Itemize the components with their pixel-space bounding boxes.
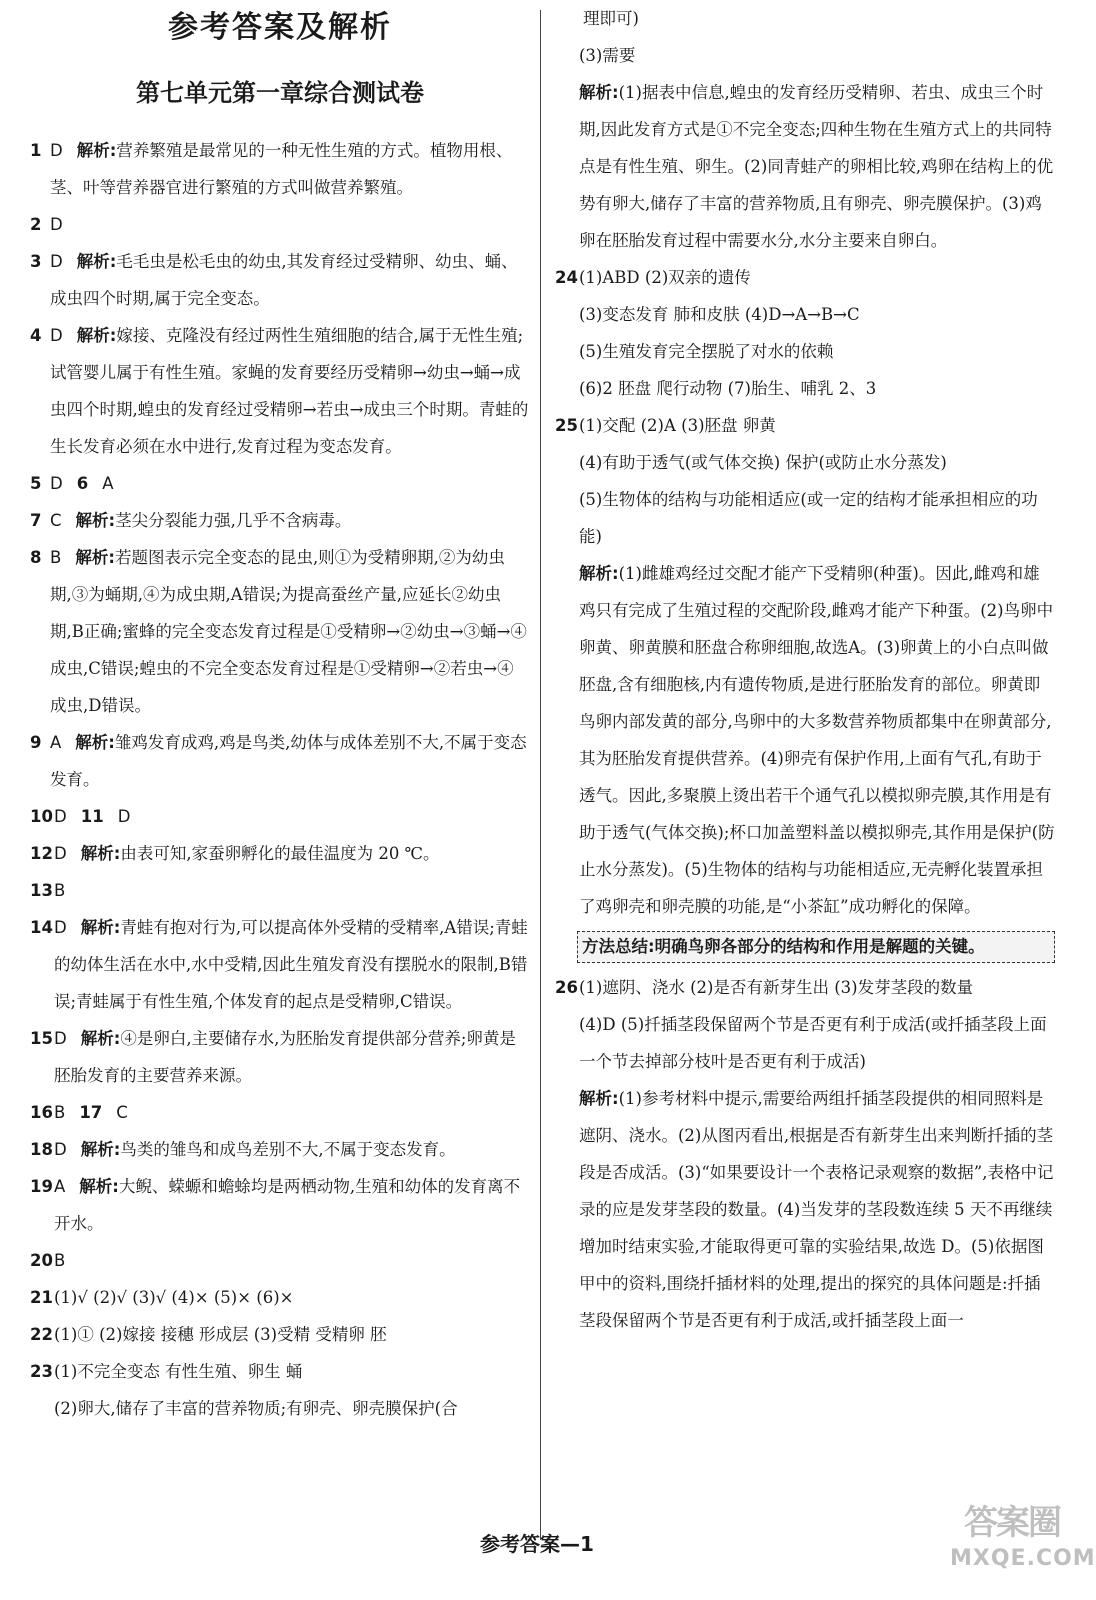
item-number: 4: [30, 326, 42, 345]
item-number: 24: [555, 268, 578, 287]
answer-item: [30, 872, 530, 909]
analysis-text: 营养繁殖是最常见的一种无性生殖的方式。植物用根、茎、叶等营养器官进行繁殖的方式叫做营养繁殖。: [50, 141, 513, 197]
answer-item: [30, 1168, 530, 1242]
analysis-text: 若题图表示完全变态的昆虫,则①为受精卵期,②为幼虫期,③为蛹期,④为成虫期,A错误;为提高蚕丝产量,应延长②幼虫期,B正确;蜜蜂的完全变态发育过程是①受精卵→②幼虫→③蛹→④成虫,C错误;蝗虫的不完全变态发育过程是①受精卵→②若虫→④成虫,D错误。: [50, 548, 527, 715]
analysis-text: ④是卵白,主要储存水,为胚胎发育提供部分营养;卵黄是胚胎发育的主要营养来源。: [54, 1029, 516, 1085]
answer-text: (1)遮阴、浇水 (2)是否有新芽生出 (3)发芽茎段的数量: [579, 978, 974, 997]
item-number: 15: [30, 1029, 53, 1048]
answer-text: (3)变态发育 肺和皮肤 (4)D→A→B→C: [579, 305, 860, 324]
analysis-text: 青蛙有抱对行为,可以提高体外受精的受精率,A错误;青蛙的幼体生活在水中,水中受精,因此生殖发育没有摆脱水的限制,B错误;青蛙属于有性生殖,个体发育的起点是受精卵,C错误。: [54, 918, 528, 1011]
analysis-text: (1)参考材料中提示,需要给两组扦插茎段提供的相同照料是遮阴、浇水。(2)从图丙看出,根据是否有新芽生出来判断扦插的茎段是否成活。(3)“如果要设计一个表格记录观察的数据”,表格中记录的应是发芽茎段的数量。(4)当发芽的茎段数连续 5 天不再继续增加时结束实验,才能取得更可靠的实验结果,故选 D。(5)依据图甲中的资料,围绕扦插材料的处理,提出的探究的具体问题是:扦插茎段保留两个节是否更有利于成活,或扦插茎段上面一: [579, 1089, 1054, 1330]
item-answer: B: [54, 1103, 66, 1122]
answer-item: [30, 243, 530, 317]
item-number: 19: [30, 1177, 53, 1196]
analysis-text: 大鲵、蝾螈和蟾蜍均是两栖动物,生殖和幼体的发育离不开水。: [54, 1177, 521, 1233]
answer-text: (3)需要: [579, 46, 636, 65]
analysis-label: 解析:: [75, 733, 115, 752]
analysis-label: 解析:: [579, 83, 619, 102]
analysis-label: 解析:: [80, 1029, 121, 1048]
analysis-label: 解析:: [75, 548, 115, 567]
item-answer: D: [117, 807, 131, 826]
item-answer: D: [54, 1140, 67, 1159]
item-answer: D: [54, 807, 67, 826]
item-answer: B: [54, 1251, 66, 1270]
answer-item: [555, 969, 1055, 1006]
analysis-label: 解析:: [79, 1177, 119, 1196]
analysis-label: 解析:: [76, 141, 117, 160]
item-number: 1: [30, 141, 42, 160]
analysis-block: [555, 555, 1055, 925]
analysis-block: [555, 74, 1055, 259]
answer-item: [30, 539, 530, 724]
answer-item: [30, 1279, 530, 1316]
answer-item: [30, 317, 530, 465]
item-answer: D: [50, 326, 63, 345]
analysis-label: 解析:: [80, 844, 121, 863]
item-number: 17: [79, 1103, 103, 1122]
item-answer: A: [50, 733, 62, 752]
analysis-text: 嫁接、克隆没有经过两性生殖细胞的结合,属于无性生殖;试管婴儿属于有性生殖。家蝇的发育要经历受精卵→幼虫→蛹→成虫四个时期,蝗虫的发育经过受精卵→若虫→成虫三个时期。青蛙的生长发育必须在水中进行,发育过程为变态发育。: [50, 326, 529, 456]
answer-item: [30, 1242, 530, 1279]
item-answer: B: [54, 881, 66, 900]
item-number: 3: [30, 252, 42, 271]
item-number: 23: [30, 1362, 53, 1381]
page-title: 参考答案及解析: [168, 10, 392, 45]
left-column: [30, 0, 530, 1427]
right-column: [555, 0, 1055, 1339]
item-answer: D: [50, 215, 63, 234]
analysis-label: 解析:: [75, 511, 116, 530]
item-number: 9: [30, 733, 42, 752]
analysis-text: 雏鸡发育成鸡,鸡是鸟类,幼体与成体差别不大,不属于变态发育。: [50, 733, 527, 789]
answer-text: (1)ABD (2)双亲的遗传: [579, 268, 751, 287]
analysis-text: (1)据表中信息,蝗虫的发育经历受精卵、若虫、成虫三个时期,因此发育方式是①不完全变态;四种生物在生殖方式上的共同特点是有性生殖、卵生。(2)同青蛙产的卵相比较,鸡卵在结构上的优势有卵大,储存了丰富的营养物质,且有卵壳、卵壳膜保护。(3)鸡卵在胚胎发育过程中需要水分,水分主要来自卵白。: [579, 83, 1054, 250]
answer-item: [30, 1020, 530, 1094]
answer-text: (1)√ (2)√ (3)√ (4)× (5)× (6)×: [54, 1288, 294, 1307]
answer-text: (6)2 胚盘 爬行动物 (7)胎生、哺乳 2、3: [579, 379, 877, 398]
answer-item: [30, 132, 530, 206]
answer-item: [30, 909, 530, 1020]
method-summary-box: 方法总结:明确鸟卵各部分的结构和作用是解题的关键。: [577, 931, 1055, 963]
item-answer: C: [50, 511, 62, 530]
item-number: 11: [80, 807, 104, 826]
watermark-url: MXQE.COM: [950, 1546, 1096, 1571]
analysis-text: 毛毛虫是松毛虫的幼虫,其发育经过受精卵、幼虫、蛹、成虫四个时期,属于完全变态。: [50, 252, 518, 308]
analysis-label: 解析:: [76, 326, 117, 345]
answer-item: [30, 1316, 530, 1353]
answer-item: [30, 724, 530, 798]
column-divider: [540, 10, 541, 1540]
item-number: 13: [30, 881, 53, 900]
analysis-text: 由表可知,家蚕卵孵化的最佳温度为 20 ℃。: [120, 844, 440, 863]
item-number: 25: [555, 416, 578, 435]
watermark: [950, 1500, 1096, 1590]
item-number: 18: [30, 1140, 53, 1159]
analysis-block: [555, 1080, 1055, 1339]
item-number: 12: [30, 844, 53, 863]
answer-text: (4)D (5)扦插茎段保留两个节是否更有利于成活(或扦插茎段上面一个节去掉部分枝叶是否更有利于成活): [579, 1015, 1047, 1071]
answer-item: [30, 502, 530, 539]
item-answer: D: [50, 252, 63, 271]
answer-text: (5)生殖发育完全摆脱了对水的依赖: [579, 342, 834, 361]
item-answer: A: [54, 1177, 66, 1196]
answer-continuation: (2)卵大,储存了丰富的营养物质;有卵壳、卵壳膜保护(合: [54, 1399, 458, 1418]
answer-item: [30, 1353, 530, 1390]
answer-item: [30, 206, 530, 243]
analysis-text: (1)雌雄鸡经过交配才能产下受精卵(种蛋)。因此,雌鸡和雄鸡只有完成了生殖过程的交配阶段,雌鸡才能产下种蛋。(2)鸟卵中卵黄、卵黄膜和胚盘合称卵细胞,故选A。(3)卵黄上的小白点叫做胚盘,含有细胞核,内有遗传物质,是进行胚胎发育的部位。卵黄即鸟卵内部发黄的部分,鸟卵中的大多数营养物质都集中在卵黄部分,其为胚胎发育提供营养。(4)卵壳有保护作用,上面有气孔,有助于透气。因此,多聚膜上烫出若干个通气孔以模拟卵壳膜,其作用是有助于透气(气体交换);杯口加盖塑料盖以模拟卵壳,其作用是保护(防止水分蒸发)。(5)生物体的结构与功能相适应,无壳孵化装置承担了鸡卵壳和卵壳膜的功能,是“小茶缸”成功孵化的保障。: [579, 564, 1055, 916]
analysis-label: 解析:: [76, 252, 117, 271]
item-answer: A: [102, 474, 114, 493]
item-answer: D: [50, 141, 63, 160]
answer-text: (5)生物体的结构与功能相适应(或一定的结构才能承担相应的功能): [579, 490, 1038, 546]
item-answer: B: [50, 548, 62, 567]
item-answer: C: [116, 1103, 128, 1122]
page-footer: 参考答案—1: [480, 1532, 594, 1556]
analysis-label: 解析:: [80, 918, 121, 937]
analysis-label: 解析:: [80, 1140, 121, 1159]
item-answer: D: [54, 918, 67, 937]
answer-text: (1)交配 (2)A (3)胚盘 卵黄: [579, 416, 776, 435]
item-number: 6: [76, 474, 89, 493]
analysis-label: 解析:: [579, 564, 619, 583]
item-number: 8: [30, 548, 42, 567]
analysis-text: 茎尖分裂能力强,几乎不含病毒。: [115, 511, 352, 530]
analysis-label: 解析:: [579, 1089, 619, 1108]
answer-item: [555, 407, 1055, 444]
answer-text: (1)不完全变态 有性生殖、卵生 蛹: [54, 1362, 303, 1381]
answer-text: (1)① (2)嫁接 接穗 形成层 (3)受精 受精卵 胚: [54, 1325, 387, 1344]
answer-continuation: 理即可): [583, 9, 639, 28]
answer-item: [30, 1131, 530, 1168]
answer-item: [30, 798, 530, 835]
item-number: 20: [30, 1251, 53, 1270]
item-number: 2: [30, 215, 42, 234]
answer-item: [30, 835, 530, 872]
answer-item: [555, 259, 1055, 296]
item-number: 7: [30, 511, 42, 530]
item-number: 5: [30, 474, 42, 493]
item-answer: D: [50, 474, 63, 493]
item-number: 22: [30, 1325, 53, 1344]
item-number: 21: [30, 1288, 53, 1307]
answer-item: [30, 1094, 530, 1131]
item-number: 14: [30, 918, 53, 937]
analysis-text: 鸟类的雏鸟和成鸟差别不大,不属于变态发育。: [120, 1140, 456, 1159]
answer-text: (4)有助于透气(或气体交换) 保护(或防止水分蒸发): [579, 453, 947, 472]
item-number: 10: [30, 807, 53, 826]
item-number: 16: [30, 1103, 53, 1122]
answer-item: [30, 465, 530, 502]
item-answer: D: [54, 1029, 67, 1048]
watermark-logo: 答案圈: [964, 1503, 1060, 1543]
section-title: 第七单元第一章综合测试卷: [136, 79, 424, 107]
item-answer: D: [54, 844, 67, 863]
item-number: 26: [555, 978, 578, 997]
